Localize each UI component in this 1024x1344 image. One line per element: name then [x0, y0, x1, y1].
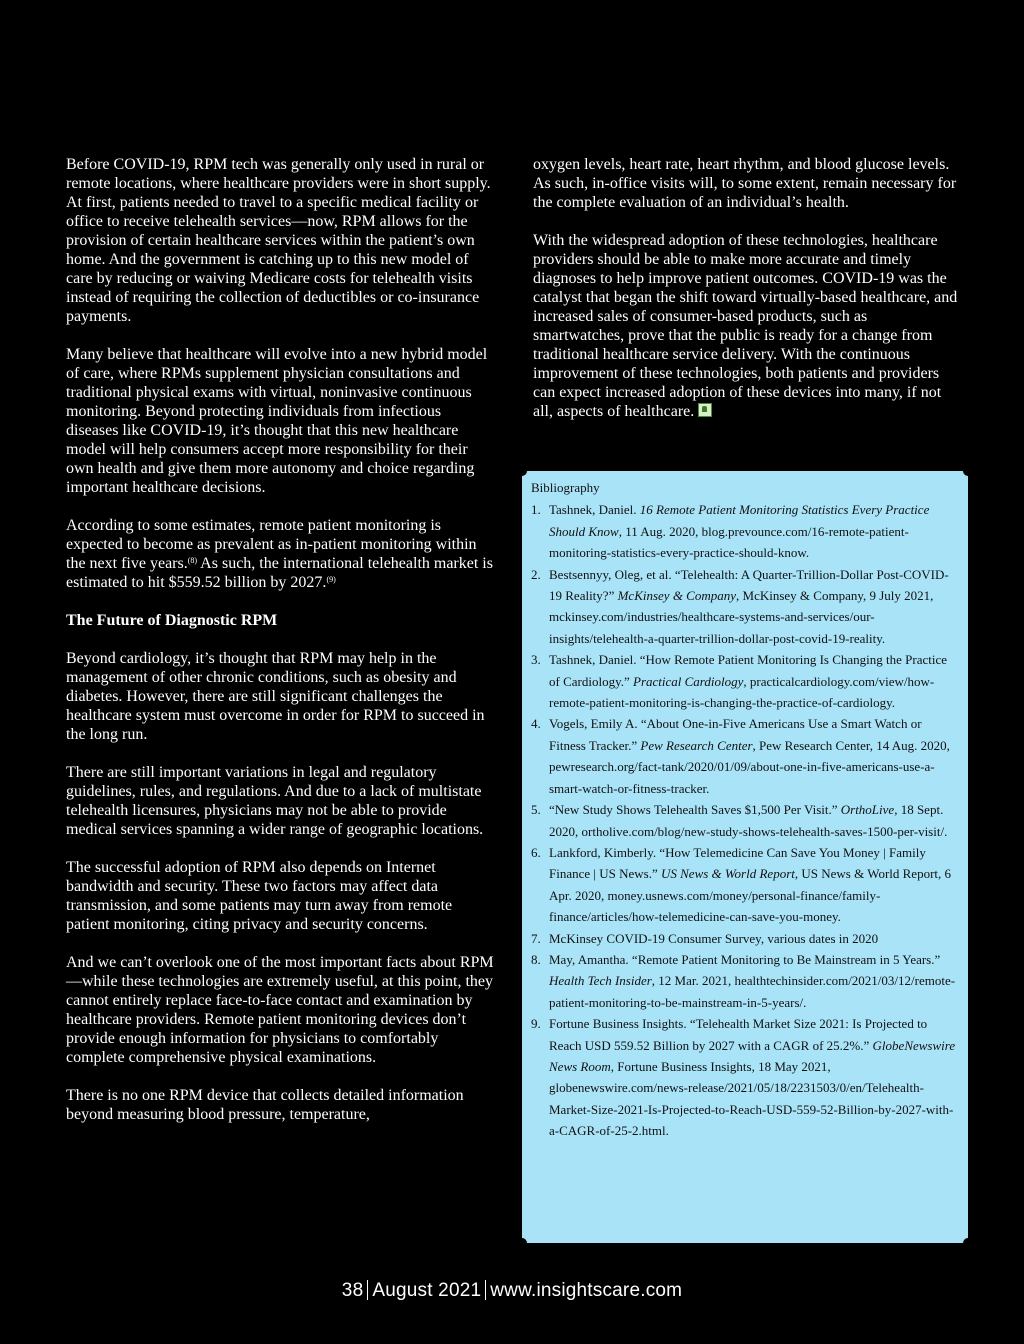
paragraph: There are still important variations in legal and regulatory guidelines, rules, and regulations. And due to a lack of multistate telehealth licensures, physicians may not be able to provide medical services spanning a wider range of geographic locations. [66, 764, 484, 838]
bibliography-entry [531, 799, 958, 842]
paragraph-text: As such, the international telehealth market is estimated to hit $559.52 billion by 2027. [66, 555, 493, 591]
entry-author-title: May, Amantha. “Remote Patient Monitoring to Be Mainstream in 5 Years.” [549, 951, 941, 967]
paragraph: Before COVID-19, RPM tech was generally only used in rural or remote locations, where healthcare providers were in short supply. At first, patients needed to travel to a specific medical facility or office to receive telehealth services—now, RPM allows for the provision of certain healthcare services within the patient’s own home. And the government is catching up to this new model of care by reducing or waiving Medicare costs for telehealth visits instead of requiring the collection of deductibles or co-insurance payments. [66, 156, 491, 325]
paragraph [66, 516, 494, 592]
bibliography-entry [531, 499, 958, 563]
entry-publication: OrthoLive [840, 802, 895, 818]
entry-publication: Pew Research Center [640, 737, 753, 753]
entry-number: 5. [531, 802, 541, 818]
entry-details: , US News & World Report, 6 Apr. 2020, money.usnews.com/money/personal-finance/family-finance/articles/how-telemedicine-can-save-you-money. [549, 866, 952, 925]
bibliography-box [522, 471, 968, 1243]
entry-number: 8. [531, 951, 541, 967]
entry-number: 2. [531, 566, 541, 582]
entry-author-title: Fortune Business Insights. “Telehealth Market Size 2021: Is Projected to Reach USD 559.52 Billion by 2027 with a CAGR of 25.2%.” [549, 1016, 928, 1053]
paragraph [533, 231, 959, 421]
bibliography-title: Bibliography [531, 480, 600, 495]
divider [485, 1280, 486, 1300]
paragraph-text: With the widespread adoption of these technologies, healthcare providers should be able to make more accurate and timely diagnoses to help improve patient outcomes. COVID-19 was the catalyst that began the shift toward virtually-based healthcare, and increased sales of consumer-based products, such as smartwatches, prove that the public is ready for a change from traditional healthcare service delivery. With the continuous improvement of these technologies, both patients and providers can expect increased adoption of these devices into many, if not all, aspects of healthcare. [533, 232, 958, 420]
issue-date: August 2021 [372, 1280, 482, 1301]
reference-marker: (9) [326, 575, 336, 584]
entry-publication: Health Tech Insider [549, 973, 652, 989]
page-footer [0, 1280, 1024, 1302]
bibliography-entry [531, 564, 958, 650]
end-mark-icon [698, 403, 712, 417]
bibliography-list [531, 499, 958, 1141]
paragraph-text: According to some estimates, remote patient monitoring is expected to become as prevalent as in-patient monitoring within the next five years. [66, 517, 477, 572]
entry-author-title: Tashnek, Daniel. “How Remote Patient Monitoring Is Changing the Practice of Cardiology.” [549, 652, 948, 689]
entry-text [549, 1013, 958, 1141]
section-heading: The Future of Diagnostic RPM [66, 612, 278, 629]
entry-publication: GlobeNewswire News Room [549, 1037, 956, 1074]
entry-author-title: Bestsennyy, Oleg, et al. “Telehealth: A Quarter-Trillion-Dollar Post-COVID-19 Reality?” [549, 566, 949, 604]
paragraph: The successful adoption of RPM also depends on Internet bandwidth and security. These two factors may affect data transmission, and some patients may turn away from remote patient monitoring, citing privacy and security concerns. [66, 859, 453, 933]
entry-details: , 11 Aug. 2020, blog.prevounce.com/16-remote-patient-monitoring-statistics-every-practice-should-know. [549, 523, 909, 561]
bibliography-entry [531, 713, 958, 799]
bibliography-entry [531, 1013, 958, 1141]
reference-marker: (8) [187, 556, 198, 565]
right-column [533, 155, 959, 440]
entry-text [549, 799, 958, 842]
entry-number: 6. [531, 844, 541, 860]
bibliography-entry [531, 949, 958, 1013]
paragraph: And we can’t overlook one of the most important facts about RPM—while these technologies are extremely useful, at this point, they cannot entirely replace face-to-face contact and examination by healthcare providers. Remote patient monitoring devices don’t provide enough information for physicians to comfortably complete comprehensive physical examinations. [66, 954, 494, 1066]
entry-details: , Fortune Business Insights, 18 May 2021, globenewswire.com/news-release/2021/05/18/2231503/0/en/Telehealth-Market-Size-2021-Is-Projected-to-Reach-USD-559-52-Billion-by-2027-with-a-CAGR-of-25-2.html. [549, 1058, 954, 1139]
bibliography-entry [531, 928, 958, 949]
entry-author-title: “New Study Shows Telehealth Saves $1,500 Per Visit.” [549, 802, 841, 818]
paragraph: There is no one RPM device that collects detailed information beyond measuring blood pressure, temperature, [66, 1087, 464, 1123]
entry-author-title: Lankford, Kimberly. “How Telemedicine Can Save You Money | Family Finance | US News.” [549, 844, 926, 882]
entry-text [549, 713, 958, 799]
paragraph: Many believe that healthcare will evolve into a new hybrid model of care, where RPMs supplement physician consultations and traditional physical exams with virtual, noninvasive continuous monitoring. Beyond protecting individuals from infectious diseases like COVID-19, it’s thought that this new healthcare model will help consumers accept more responsibility for their own health and give them more autonomy and choice regarding important healthcare decisions. [66, 346, 488, 496]
entry-number: 1. [531, 502, 541, 518]
entry-author-title: McKinsey COVID-19 Consumer Survey, various dates in 2020 [549, 930, 879, 946]
entry-details: , practicalcardiology.com/view/how-remote-patient-monitoring-is-changing-the-practice-of-cardiology. [549, 673, 935, 711]
entry-publication: 16 Remote Patient Monitoring Statistics Every Practice Should Know [549, 502, 930, 539]
entry-text [549, 949, 958, 1013]
paragraph: Beyond cardiology, it’s thought that RPM may help in the management of other chronic conditions, such as obesity and diabetes. However, there are still significant challenges the healthcare system must overcome in order for RPM to succeed in the long run. [66, 650, 485, 743]
entry-number: 7. [531, 930, 541, 946]
website-link[interactable]: www.insightscare.com [490, 1280, 683, 1301]
entry-text [549, 842, 958, 928]
divider [367, 1280, 368, 1300]
entry-publication: McKinsey & Company [617, 588, 737, 604]
entry-details: , Pew Research Center, 14 Aug. 2020, pewresearch.org/fact-tank/2020/01/09/about-one-in-five-americans-use-a-smart-watch-or-fitness-tracker. [549, 737, 950, 796]
entry-text [549, 499, 958, 563]
entry-author-title: Tashnek, Daniel. [549, 502, 640, 518]
entry-publication: US News & World Report [661, 866, 795, 882]
entry-text [549, 928, 958, 949]
entry-details: , McKinsey & Company, 9 July 2021, mckinsey.com/industries/healthcare-systems-and-services/our-insights/telehealth-a-quarter-trillion-dollar-post-covid-19-reality. [549, 588, 934, 646]
entry-text [549, 564, 958, 650]
bibliography-entry [531, 649, 958, 713]
entry-details: , 18 Sept. 2020, ortholive.com/blog/new-study-shows-telehealth-saves-1500-per-visit/. [549, 802, 948, 839]
left-column [66, 155, 494, 1143]
entry-number: 4. [531, 716, 541, 732]
paragraph: oxygen levels, heart rate, heart rhythm, and blood glucose levels. As such, in-office visits will, to some extent, remain necessary for the complete evaluation of an individual’s health. [533, 156, 957, 211]
entry-publication: Practical Cardiology [633, 673, 744, 689]
entry-details: , 12 Mar. 2021, healthtechinsider.com/2021/03/12/remote-patient-monitoring-to-be-mainstream-in-5-years/. [549, 973, 956, 1010]
bibliography-entry [531, 842, 958, 928]
entry-author-title: Vogels, Emily A. “About One-in-Five Americans Use a Smart Watch or Fitness Tracker.” [549, 716, 922, 753]
entry-text [549, 649, 958, 713]
page-number: 38 [341, 1280, 364, 1301]
entry-number: 3. [531, 652, 541, 668]
entry-number: 9. [531, 1016, 541, 1032]
